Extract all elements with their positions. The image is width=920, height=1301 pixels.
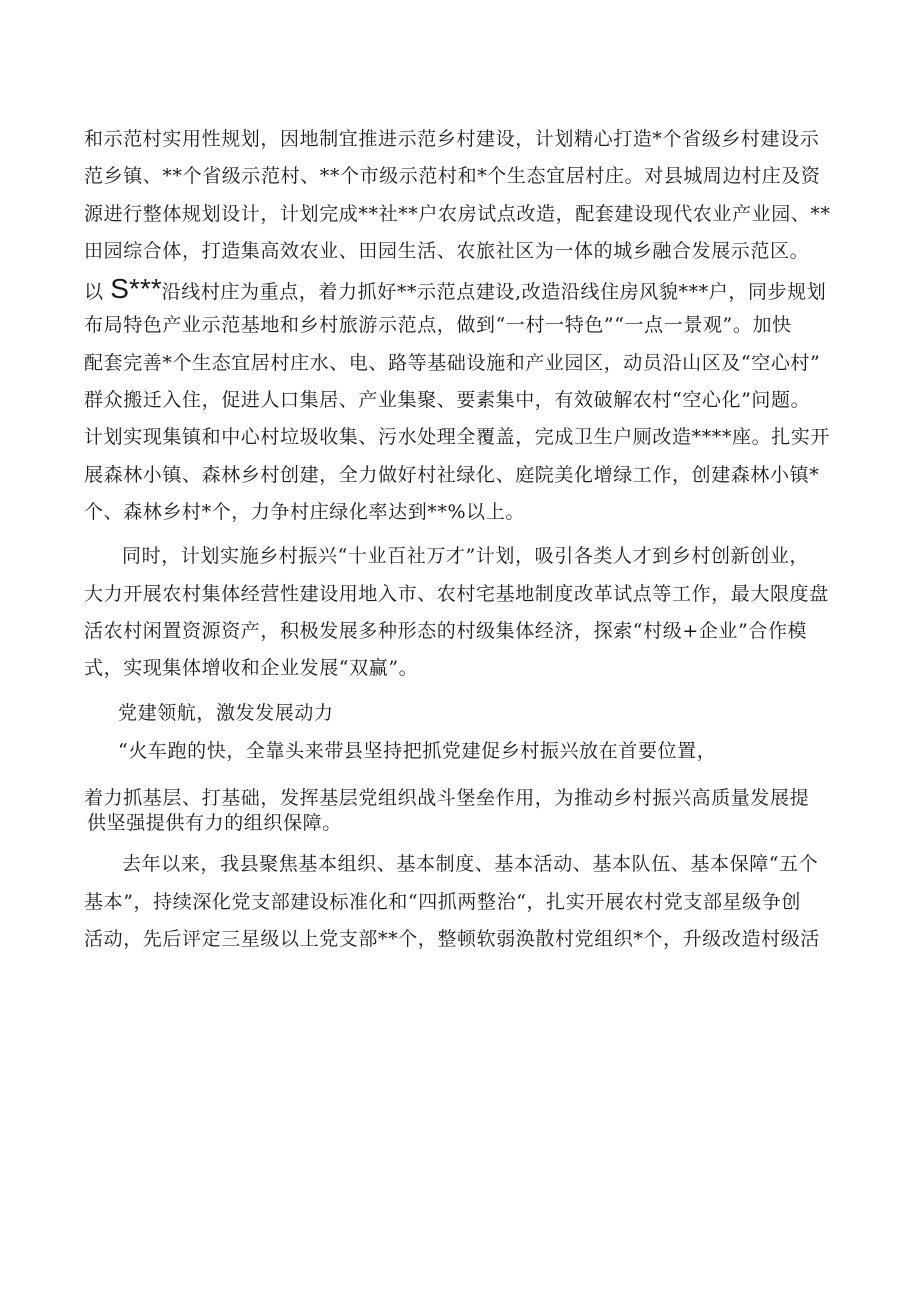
paragraph-party-building: [84, 733, 848, 836]
text-line: 计划实现集镇和中心村垃圾收集、污水处理全覆盖，完成卫生户厕改造****座。扎实开: [84, 426, 831, 449]
text-line: [84, 270, 848, 307]
text-line: 群众搬迁入住，促进人口集居、产业集聚、要素集中，有效破解农村“空心化”问题。: [84, 389, 811, 412]
route-code: S***: [110, 273, 162, 305]
text-line: 田园综合体，打造集高效农业、田园生活、农旅社区为一体的城乡融合发展示范区。: [84, 239, 810, 262]
document-page: [84, 121, 848, 958]
text-line: 范乡镇、**个省级示范村、**个市级示范村和*个生态宜居村庄。对县城周边村庄及资: [84, 165, 821, 188]
text-line: 式，实现集体增收和企业发展“双赢”。: [84, 657, 419, 680]
paragraph-talent-plan: [84, 538, 848, 687]
text-line: “火车跑的快，全靠头来带县坚持把抓党建促乡村振兴放在首要位置，: [118, 740, 717, 763]
text-line: 去年以来，我县聚焦基本组织、基本制度、基本活动、基本队伍、基本保障“五个: [122, 853, 819, 876]
text-line: 大力开展农村集体经营性建设用地入市、农村宅基地制度改革试点等工作，最大限度盘: [84, 582, 829, 605]
text-line: 展森林小镇、森林乡村创建，全力做好村社绿化、庭院美化增绿工作，创建森林小镇*: [84, 463, 820, 486]
paragraph-rural-construction: [84, 121, 848, 531]
text-line: 布局特色产业示范基地和乡村旅游示范点，做到“一村一特色”“一点一景观”。加快: [84, 314, 792, 337]
text-line: 供坚强提供有力的组织保障。: [87, 812, 342, 835]
text-fragment: 沿线村庄为重点，着力抓好**示范点建设,改造沿线住房风貌***户，同步规划: [161, 281, 827, 304]
text-fragment: 以: [84, 281, 111, 304]
paragraph-party-branch: [84, 846, 848, 958]
text-line: 个、森林乡村*个，力争村庄绿化率达到**%以上。: [84, 500, 525, 523]
section-heading: 党建领航，激发发展动力: [118, 702, 334, 725]
text-line: 活农村闲置资源资产，积极发展多种形态的村级集体经济，探索“村级+企业”合作模: [84, 619, 808, 642]
text-line: 着力抓基层、打基础，发挥基层党组织战斗堡垒作用，为推动乡村振兴高质量发展提: [84, 787, 810, 810]
text-line: 源进行整体规划设计，计划完成**社**户农房试点改造，配套建设现代农业产业园、**: [84, 202, 831, 225]
text-line: 基本”，持续深化党支部建设标准化和“四抓两整治“，扎实开展农村党支部星级争创: [84, 890, 801, 913]
text-line: 同时，计划实施乡村振兴“十业百社万才”计划，吸引各类人才到乡村创新创业，: [122, 545, 810, 568]
text-line: 活动，先后评定三星级以上党支部**个，整顿软弱涣散村党组织*个，升级改造村级活: [84, 928, 820, 951]
text-line: 配套完善*个生态宜居村庄水、电、路等基础设施和产业园区，动员沿山区及“空心村”: [84, 351, 821, 374]
text-line: 和示范村实用性规划，因地制宜推进示范乡村建设，计划精心打造*个省级乡村建设示: [84, 128, 820, 150]
